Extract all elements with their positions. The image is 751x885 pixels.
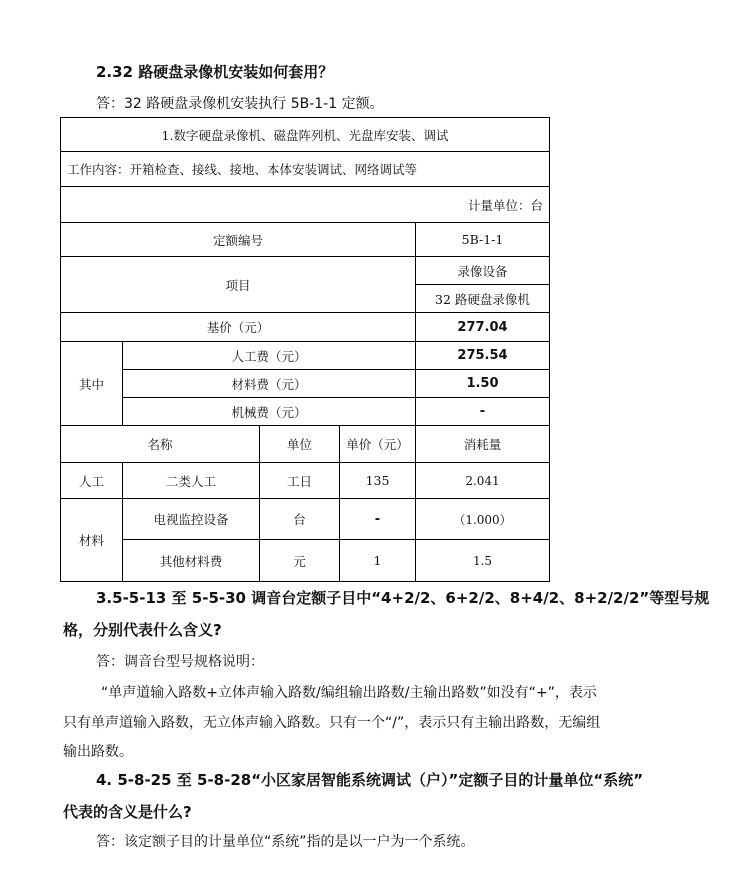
quota-table [60, 117, 550, 582]
material-row-unit: 元 [260, 540, 340, 582]
header-name: 名称 [61, 426, 260, 463]
header-consumption: 消耗量 [416, 426, 550, 463]
question-3-title-line-2: 格，分别代表什么含义? [63, 621, 222, 639]
machine-fee-value: - [416, 398, 550, 426]
base-price-value: 277.04 [416, 313, 550, 342]
labor-row-unit: 工日 [260, 463, 340, 499]
question-3-answer-line-3: 只有单声道输入路数，无立体声输入路数。只有一个“/”，表示只有主输出路数，无编组 [63, 715, 601, 731]
material-group-label: 材料 [61, 499, 123, 582]
labor-group-label: 人工 [61, 463, 123, 499]
question-4-answer: 答：该定额子目的计量单位“系统”指的是以一户为一个系统。 [96, 834, 475, 850]
item-category: 录像设备 [416, 257, 550, 285]
labor-row-price: 135 [340, 463, 416, 499]
question-3-answer-line-1: 答：调音台型号规格说明： [96, 654, 264, 670]
machine-fee-label: 机械费（元） [123, 398, 416, 426]
quota-number-label: 定额编号 [61, 223, 416, 257]
labor-fee-value: 275.54 [416, 342, 550, 370]
section-title-cell: 1.数字硬盘录像机、磁盘阵列机、光盘库安装、调试 [61, 118, 550, 152]
labor-row-name: 二类人工 [123, 463, 260, 499]
question-2-title: 2.32 路硬盘录像机安装如何套用？ [96, 63, 334, 81]
labor-row-qty: 2.041 [416, 463, 550, 499]
material-row-price: 1 [340, 540, 416, 582]
question-2-answer: 答：32 路硬盘录像机安装执行 5B-1-1 定额。 [96, 96, 384, 112]
question-3-title-line-1: 3.5-5-13 至 5-5-30 调音台定额子目中“4+2/2、6+2/2、8+4/2、8+2/2/2”等型号规 [96, 589, 710, 607]
quota-number-value: 5B-1-1 [416, 223, 550, 257]
material-row-price: - [340, 499, 416, 540]
unit-note-cell: 计量单位：台 [61, 187, 550, 223]
material-row-qty: （1.000） [416, 499, 550, 540]
material-row-qty: 1.5 [416, 540, 550, 582]
question-3-answer-line-2: “单声道输入路数+立体声输入路数/编组输出路数/主输出路数”如没有“+”，表示 [101, 685, 597, 701]
work-content-cell: 工作内容：开箱检查、接线、接地、本体安装调试、网络调试等 [61, 152, 550, 187]
labor-fee-label: 人工费（元） [123, 342, 416, 370]
material-fee-label: 材料费（元） [123, 370, 416, 398]
header-unit: 单位 [260, 426, 340, 463]
material-row-unit: 台 [260, 499, 340, 540]
question-4-title-line-1: 4. 5-8-25 至 5-8-28“小区家居智能系统调试（户）”定额子目的计量单位“系统” [96, 771, 644, 789]
material-row-name: 电视监控设备 [123, 499, 260, 540]
question-3-answer-line-4: 输出路数。 [63, 744, 133, 760]
question-4-title-line-2: 代表的含义是什么? [63, 803, 192, 821]
item-name: 32 路硬盘录像机 [416, 285, 550, 313]
base-price-label: 基价（元） [61, 313, 416, 342]
header-unit-price: 单价（元） [340, 426, 416, 463]
item-label: 项目 [61, 257, 416, 313]
material-row-name: 其他材料费 [123, 540, 260, 582]
among-label: 其中 [61, 342, 123, 426]
material-fee-value: 1.50 [416, 370, 550, 398]
